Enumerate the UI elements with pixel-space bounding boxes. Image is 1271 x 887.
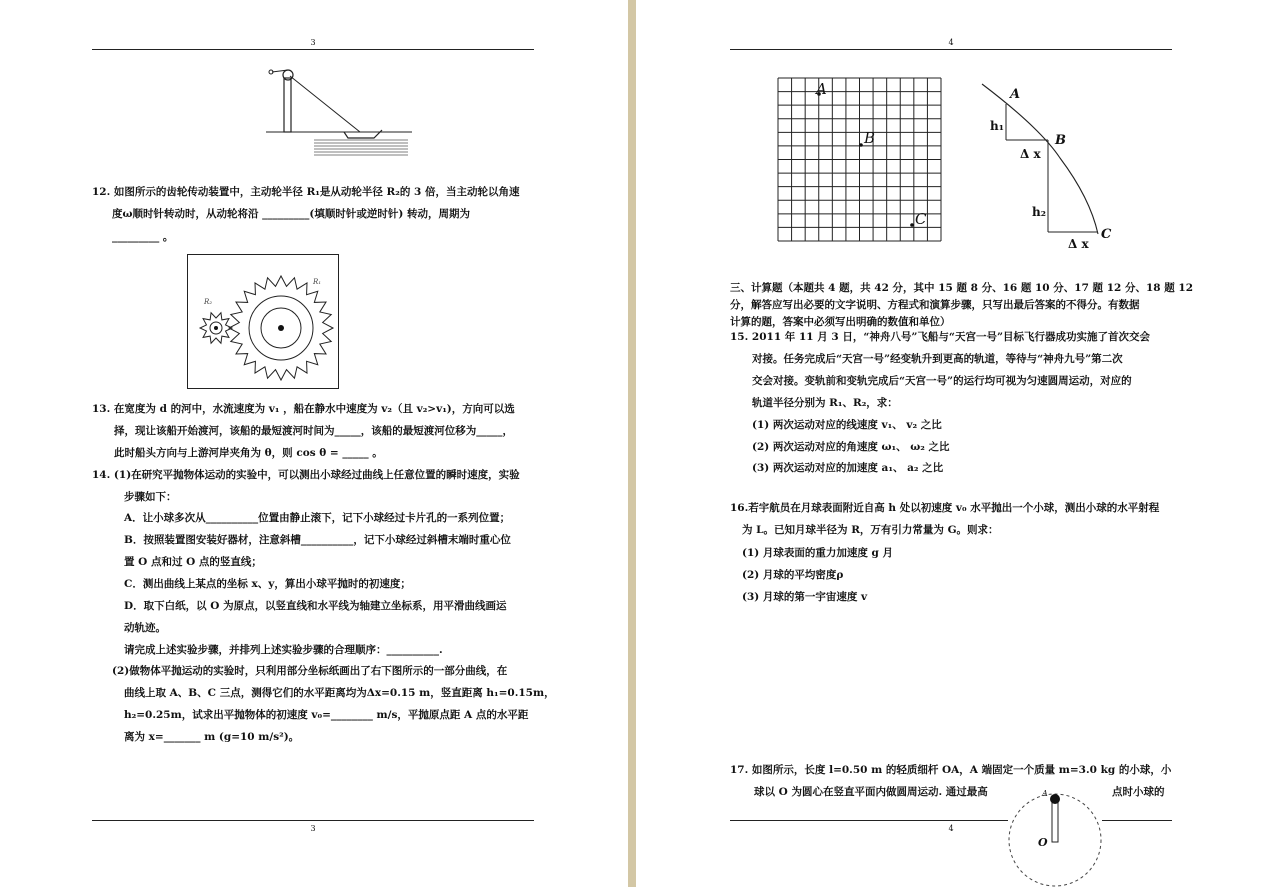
curve-h2-label: h₂ [1032, 205, 1046, 219]
q17-line2-end: 点时小球的 [1112, 786, 1165, 798]
curve-point-c-label: C [1101, 227, 1112, 242]
footer-rule-right [1102, 820, 1172, 821]
grid-point-b-label: B [864, 129, 876, 147]
footer-rule [92, 820, 534, 821]
gear-label-r2: R₂ [204, 298, 213, 306]
footer-rule-left [730, 820, 1008, 821]
grid-point-c-label: C [915, 210, 927, 228]
q16-sub3: (3) 月球的第一宇宙速度 v [742, 591, 868, 603]
q12-line2: 度ω顺时针转动时，从动轮将沿 _________(填顺时针或逆时针) 转动，周期为 [112, 208, 470, 220]
section3-line1: 三、计算题（本题共 4 题，共 42 分，其中 15 题 8 分、16 题 10 分、17 题 12 分、18 题 12 [730, 282, 1193, 294]
curve-dx1-label: Δ x [1020, 147, 1041, 161]
section3-line3: 计算的题，答案中必须写出明确的数值和单位） [730, 316, 951, 328]
circular-motion-figure [1006, 788, 1106, 887]
q14-order: 请完成上述实验步骤，并排列上述实验步骤的合理顺序：__________. [124, 644, 443, 656]
section3-line2: 分，解答应写出必要的文字说明、方程式和演算步骤，只写出最后答案的不得分。有数据 [730, 299, 1140, 311]
q15-sub1: (1) 两次运动对应的线速度 v₁、 v₂ 之比 [752, 419, 942, 431]
crane-pulley-figure [262, 64, 422, 164]
gear-label-r1: R₁ [313, 278, 322, 286]
q16-line1: 16.若宇航员在月球表面附近自高 h 处以初速度 v₀ 水平抛出一个小球，测出小球的水平射程 [730, 502, 1160, 514]
q14-part2-line3: h₂=0.25m，试求出平抛物体的初速度 v₀=________ m/s，平抛原点距 A 点的水平距 [124, 709, 529, 721]
header-page-number: 3 [310, 38, 316, 47]
q13-line1: 13. 在宽度为 d 的河中，水流速度为 v₁ ，船在静水中速度为 v₂（且 v₂>v₁)，方向可以选 [92, 403, 515, 415]
q15-line2: 对接。任务完成后“天宫一号”经变轨升到更高的轨道，等待与“神舟九号”第二次 [752, 353, 1123, 365]
q17-line1: 17. 如图所示，长度 l=0.50 m 的轻质细杆 OA，A 端固定一个质量 m=3.0 kg 的小球，小 [730, 764, 1172, 776]
q15-sub2: (2) 两次运动对应的角速度 ω₁、 ω₂ 之比 [752, 441, 950, 453]
q15-line3: 交会对接。变轨前和变轨完成后“天宫一号”的运行均可视为匀速圆周运动，对应的 [752, 375, 1132, 387]
q16-sub1: (1) 月球表面的重力加速度 g 月 [742, 547, 894, 559]
q16-line2: 为 L。已知月球半径为 R，万有引力常量为 G。则求： [742, 524, 999, 536]
q14-part2-line1: (2)做物体平抛运动的实验时，只利用部分坐标纸画出了右下图所示的一部分曲线，在 [112, 665, 508, 677]
q15-line4: 轨道半径分别为 R₁、R₂，求： [752, 397, 898, 409]
gear-transmission-figure [187, 254, 339, 390]
q14-step-c: C．测出曲线上某点的坐标 x、y，算出小球平抛时的初速度； [124, 578, 411, 590]
curve-point-a-label: A [1010, 87, 1021, 102]
q14-part2-line4: 离为 x=_______ m (g=10 m/s²)。 [124, 731, 300, 743]
page-gutter [628, 0, 636, 887]
q14-step-b1: B．按照装置图安装好器材，注意斜槽__________，记下小球经过斜槽末端时重心位 [124, 534, 511, 546]
footer-page-number: 4 [948, 824, 954, 833]
q14-step-b2: 置 O 点和过 O 点的竖直线； [124, 556, 262, 568]
q14-line1: 14. (1)在研究平抛物体运动的实验中，可以测出小球经过曲线上任意位置的瞬时速度，实验 [92, 469, 520, 481]
grid-point-a-label: A [816, 80, 827, 98]
curve-h1-label: h₁ [990, 119, 1004, 133]
q14-line2: 步骤如下： [124, 491, 177, 503]
header-rule [730, 49, 1172, 50]
header-page-number: 4 [948, 38, 954, 47]
q14-step-d1: D．取下白纸，以 O 为原点，以竖直线和水平线为轴建立坐标系，用平滑曲线画运 [124, 600, 507, 612]
q14-step-a: A．让小球多次从__________位置由静止滚下，记下小球经过卡片孔的一系列位置； [124, 512, 511, 524]
grid-paper-figure [778, 78, 948, 248]
header-rule [92, 49, 534, 50]
rod-center-o-label: O [1038, 836, 1048, 849]
q14-part2-line2: 曲线上取 A、B、C 三点，测得它们的水平距离均为Δx=0.15 m，竖直距离 h₁=0.15m， [124, 687, 555, 699]
trajectory-curve-figure [980, 78, 1120, 253]
q12-line3: _________ 。 [112, 231, 174, 243]
q13-line3: 此时船头方向与上游河岸夹角为 θ，则 cos θ = _____ 。 [114, 447, 383, 459]
rod-end-a-label: A [1042, 789, 1048, 798]
curve-point-b-label: B [1055, 133, 1066, 148]
q17-line2-start: 球以 O 为圆心在竖直平面内做圆周运动. 通过最高 [754, 786, 988, 798]
q15-line1: 15. 2011 年 11 月 3 日，“神舟八号”飞船与“天宫一号”目标飞行器成功实施了首次交会 [730, 331, 1150, 343]
q14-step-d2: 动轨迹。 [124, 622, 166, 634]
q15-sub3: (3) 两次运动对应的加速度 a₁、 a₂ 之比 [752, 462, 944, 474]
page-4 [636, 0, 1271, 887]
q12-line1: 12. 如图所示的齿轮传动装置中，主动轮半径 R₁是从动轮半径 R₂的 3 倍，当主动轮以角速 [92, 186, 520, 198]
q13-line2: 择，现让该船开始渡河，该船的最短渡河时间为_____，该船的最短渡河位移为_____， [114, 425, 513, 437]
curve-dx2-label: Δ x [1068, 237, 1089, 251]
page-3 [0, 0, 628, 887]
footer-page-number: 3 [310, 824, 316, 833]
q16-sub2: (2) 月球的平均密度ρ [742, 569, 844, 581]
